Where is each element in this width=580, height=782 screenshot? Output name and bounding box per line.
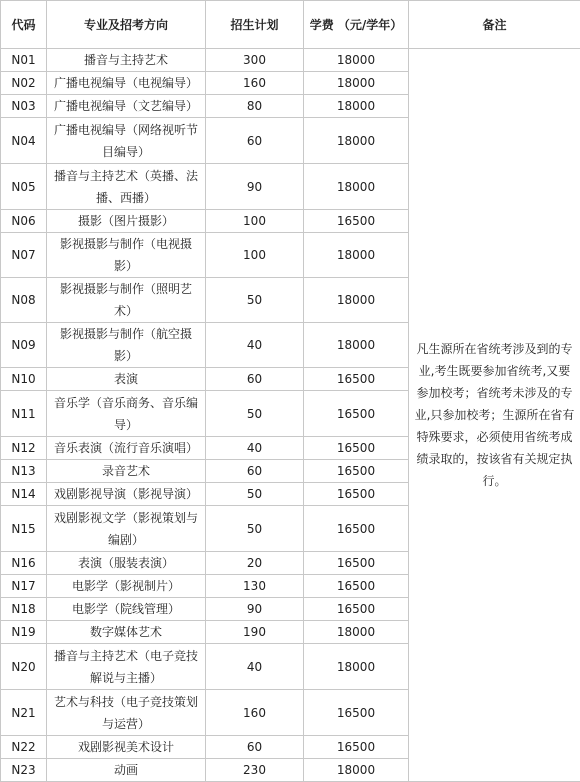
cell-major: 戏剧影视美术设计 xyxy=(47,736,206,759)
cell-tuition: 16500 xyxy=(304,460,409,483)
cell-code: N12 xyxy=(1,437,47,460)
cell-tuition: 18000 xyxy=(304,278,409,323)
table-header-row xyxy=(1,1,580,49)
cell-plan: 100 xyxy=(206,210,304,233)
cell-plan: 40 xyxy=(206,323,304,368)
cell-plan: 80 xyxy=(206,95,304,118)
cell-plan: 50 xyxy=(206,506,304,552)
cell-tuition: 18000 xyxy=(304,233,409,278)
header-plan: 招生计划 xyxy=(206,1,304,49)
cell-tuition: 16500 xyxy=(304,736,409,759)
cell-plan: 160 xyxy=(206,72,304,95)
header-major: 专业及招考方向 xyxy=(47,1,206,49)
cell-plan: 130 xyxy=(206,575,304,598)
cell-plan: 90 xyxy=(206,598,304,621)
cell-code: N14 xyxy=(1,483,47,506)
cell-tuition: 18000 xyxy=(304,95,409,118)
cell-major: 音乐学（音乐商务、音乐编导） xyxy=(47,391,206,437)
table-row xyxy=(1,49,580,72)
cell-major: 表演 xyxy=(47,368,206,391)
cell-major: 影视摄影与制作（照明艺术） xyxy=(47,278,206,323)
cell-code: N17 xyxy=(1,575,47,598)
cell-plan: 60 xyxy=(206,460,304,483)
cell-code: N23 xyxy=(1,759,47,782)
cell-plan: 40 xyxy=(206,437,304,460)
cell-plan: 300 xyxy=(206,49,304,72)
cell-code: N01 xyxy=(1,49,47,72)
cell-code: N06 xyxy=(1,210,47,233)
cell-major: 戏剧影视导演（影视导演） xyxy=(47,483,206,506)
header-remark: 备注 xyxy=(409,1,580,49)
cell-tuition: 16500 xyxy=(304,210,409,233)
cell-major: 录音艺术 xyxy=(47,460,206,483)
cell-plan: 230 xyxy=(206,759,304,782)
cell-plan: 160 xyxy=(206,690,304,736)
cell-major: 播音与主持艺术 xyxy=(47,49,206,72)
cell-tuition: 18000 xyxy=(304,72,409,95)
cell-code: N21 xyxy=(1,690,47,736)
cell-major: 艺术与科技（电子竞技策划与运营） xyxy=(47,690,206,736)
cell-tuition: 16500 xyxy=(304,437,409,460)
cell-tuition: 16500 xyxy=(304,598,409,621)
cell-tuition: 18000 xyxy=(304,759,409,782)
cell-code: N18 xyxy=(1,598,47,621)
cell-plan: 60 xyxy=(206,368,304,391)
cell-major: 戏剧影视文学（影视策划与编剧） xyxy=(47,506,206,552)
cell-major: 表演（服装表演） xyxy=(47,552,206,575)
cell-plan: 60 xyxy=(206,118,304,164)
cell-plan: 40 xyxy=(206,644,304,690)
remark-cell: 凡生源所在省统考涉及到的专业,考生既要参加省统考,又要参加校考；省统考未涉及的专业,只参加校考；生源所在省有特殊要求，必须使用省统考成绩录取的，按该省有关规定执行。 xyxy=(409,49,580,782)
cell-tuition: 18000 xyxy=(304,49,409,72)
cell-code: N15 xyxy=(1,506,47,552)
cell-tuition: 16500 xyxy=(304,483,409,506)
cell-code: N16 xyxy=(1,552,47,575)
cell-major: 广播电视编导（文艺编导） xyxy=(47,95,206,118)
cell-tuition: 16500 xyxy=(304,552,409,575)
cell-code: N11 xyxy=(1,391,47,437)
cell-plan: 190 xyxy=(206,621,304,644)
cell-code: N05 xyxy=(1,164,47,210)
cell-major: 广播电视编导（电视编导） xyxy=(47,72,206,95)
cell-plan: 50 xyxy=(206,483,304,506)
cell-plan: 60 xyxy=(206,736,304,759)
cell-code: N03 xyxy=(1,95,47,118)
cell-tuition: 18000 xyxy=(304,118,409,164)
cell-code: N09 xyxy=(1,323,47,368)
cell-tuition: 16500 xyxy=(304,391,409,437)
cell-tuition: 18000 xyxy=(304,323,409,368)
cell-plan: 20 xyxy=(206,552,304,575)
header-code: 代码 xyxy=(1,1,47,49)
cell-code: N22 xyxy=(1,736,47,759)
cell-major: 广播电视编导（网络视听节目编导） xyxy=(47,118,206,164)
cell-major: 电影学（院线管理） xyxy=(47,598,206,621)
cell-major: 影视摄影与制作（航空摄影） xyxy=(47,323,206,368)
cell-plan: 100 xyxy=(206,233,304,278)
cell-code: N04 xyxy=(1,118,47,164)
cell-major: 播音与主持艺术（电子竞技解说与主播） xyxy=(47,644,206,690)
cell-tuition: 16500 xyxy=(304,575,409,598)
cell-code: N07 xyxy=(1,233,47,278)
cell-major: 影视摄影与制作（电视摄影） xyxy=(47,233,206,278)
cell-major: 摄影（图片摄影） xyxy=(47,210,206,233)
cell-tuition: 18000 xyxy=(304,644,409,690)
cell-code: N02 xyxy=(1,72,47,95)
cell-major: 播音与主持艺术（英播、法播、西播） xyxy=(47,164,206,210)
cell-plan: 50 xyxy=(206,278,304,323)
cell-tuition: 16500 xyxy=(304,690,409,736)
cell-code: N13 xyxy=(1,460,47,483)
cell-code: N10 xyxy=(1,368,47,391)
header-tuition: 学费 （元/学年） xyxy=(304,1,409,49)
cell-major: 动画 xyxy=(47,759,206,782)
cell-tuition: 16500 xyxy=(304,506,409,552)
cell-code: N08 xyxy=(1,278,47,323)
cell-plan: 90 xyxy=(206,164,304,210)
cell-tuition: 18000 xyxy=(304,164,409,210)
cell-major: 数字媒体艺术 xyxy=(47,621,206,644)
cell-tuition: 16500 xyxy=(304,368,409,391)
cell-code: N20 xyxy=(1,644,47,690)
cell-code: N19 xyxy=(1,621,47,644)
table-body xyxy=(1,49,580,782)
cell-tuition: 18000 xyxy=(304,621,409,644)
cell-major: 音乐表演（流行音乐演唱） xyxy=(47,437,206,460)
cell-plan: 50 xyxy=(206,391,304,437)
cell-major: 电影学（影视制片） xyxy=(47,575,206,598)
